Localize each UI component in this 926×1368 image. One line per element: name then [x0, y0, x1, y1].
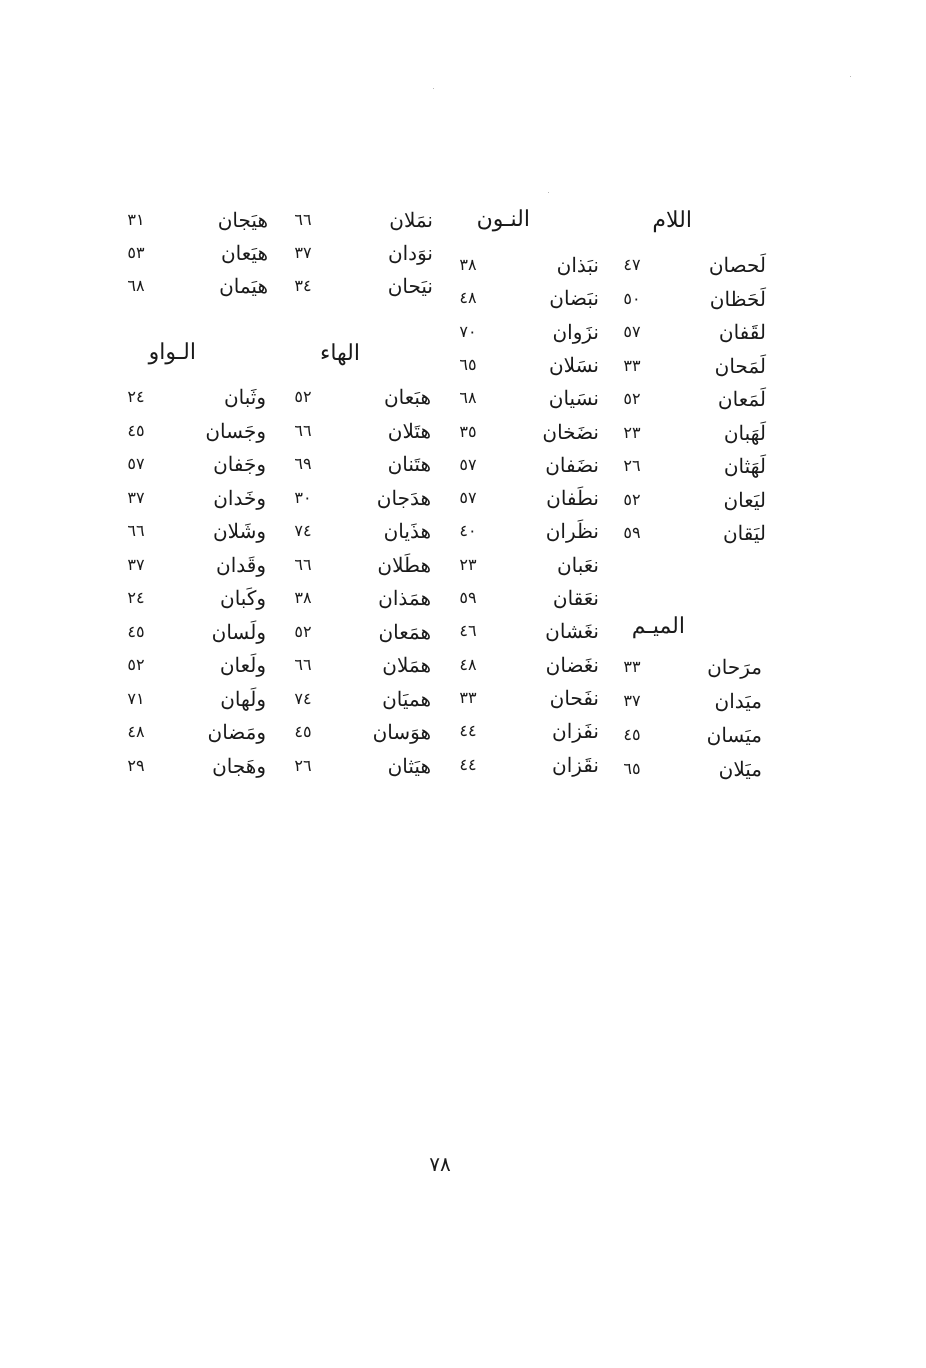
entry-word: لَهَبان: [723, 420, 766, 445]
entry-row: [275, 514, 435, 548]
heading-waw: الـواو: [148, 340, 196, 365]
entry-word: نمَلان: [389, 208, 433, 232]
entry-word: هيَجان: [217, 208, 268, 232]
entry-word: ليَعان: [723, 487, 766, 512]
entry-row: [275, 203, 435, 237]
entry-row: [440, 348, 605, 382]
entry-row: [600, 684, 770, 718]
entry-page-number: ٧١: [127, 688, 145, 708]
entry-row: [275, 414, 435, 448]
entry-page-number: ٢٤: [127, 588, 145, 607]
entry-page-number: ٣٥: [459, 421, 477, 441]
entry-page-number: ٣٤: [294, 276, 312, 295]
entry-page-number: ٥٧: [459, 488, 477, 508]
entry-page-number: ٤٥: [623, 725, 641, 744]
entry-page-number: ٤٨: [459, 288, 477, 308]
entry-word: هبَعان: [383, 385, 431, 409]
entry-row: [108, 548, 270, 582]
entry-page-number: ٣٣: [623, 657, 641, 676]
entry-row: [275, 749, 435, 783]
entry-row: [600, 516, 770, 550]
entry-row: [600, 282, 770, 316]
entry-word: لقَفان: [718, 320, 766, 344]
entry-row: [275, 715, 435, 749]
entry-row: [600, 650, 770, 684]
entry-word: همَلان: [382, 653, 431, 677]
heading-mim: الميـم: [631, 614, 685, 639]
page-number: ٧٨: [429, 1152, 451, 1176]
entry-page-number: ٦٨: [127, 276, 145, 295]
entry-page-number: ٣١: [127, 210, 145, 229]
entry-page-number: ٥٧: [623, 322, 641, 341]
entry-page-number: ٧٠: [459, 321, 477, 341]
entry-page-number: ٥٩: [623, 523, 641, 542]
entry-word: وهَجان: [212, 753, 266, 778]
entry-word: مرَحان: [707, 655, 762, 679]
entry-word: نبَذان: [556, 253, 599, 277]
entry-page-number: ٣٧: [294, 243, 312, 262]
entry-row: [440, 315, 605, 349]
entry-row: [440, 614, 605, 648]
entry-row: [600, 483, 770, 517]
entry-row: [108, 481, 270, 515]
entry-row: [600, 349, 770, 383]
entry-row: [440, 514, 605, 548]
entry-word: ولَعان: [219, 653, 266, 677]
entry-row: [108, 715, 270, 749]
entry-row: [600, 382, 770, 416]
entry-word: نبَضان: [549, 286, 599, 311]
entry-page-number: ٦٥: [623, 759, 641, 778]
entry-page-number: ٢٣: [623, 422, 641, 442]
entry-row: [440, 415, 605, 449]
entry-row: [275, 615, 435, 649]
entry-word: وجَسان: [205, 418, 266, 443]
entry-page-number: ٥٢: [623, 389, 641, 408]
entry-row: [108, 749, 270, 783]
entry-word: وشَلان: [212, 519, 266, 543]
entry-row: [440, 381, 605, 415]
entry-word: هميَان: [382, 686, 431, 711]
entry-page-number: ٥٢: [294, 387, 312, 406]
entry-row: [275, 481, 435, 515]
entry-row: [108, 581, 270, 615]
entry-word: نظَران: [545, 519, 599, 544]
entry-word: وخَدان: [213, 485, 266, 510]
entry-word: هيَعان: [220, 241, 268, 265]
entry-page-number: ٣٣: [459, 687, 477, 707]
entry-page-number: ٦٨: [459, 388, 477, 408]
entry-row: [600, 449, 770, 483]
entry-row: [600, 718, 770, 752]
entry-word: نطَفان: [546, 486, 599, 511]
entry-word: هيَمان: [219, 274, 268, 298]
entry-page-number: ٣٨: [294, 588, 312, 607]
heading-lam: اللام: [652, 208, 692, 233]
heading-ha: الهاء: [319, 341, 360, 366]
entry-word: هتَنان: [387, 452, 431, 476]
entry-word: ومَضان: [207, 720, 266, 744]
entry-row: [108, 615, 270, 649]
entry-row: [440, 748, 605, 782]
entry-word: ليَقان: [722, 521, 766, 545]
entry-word: ميَدان: [714, 689, 762, 713]
entry-page-number: ٣٠: [294, 487, 312, 507]
entry-page-number: ٦٦: [127, 521, 145, 540]
entry-page-number: ٤٥: [127, 621, 145, 641]
entry-row: [275, 581, 435, 615]
entry-word: هطَلان: [377, 552, 431, 577]
entry-word: نعَقان: [552, 586, 599, 610]
entry-row: [440, 448, 605, 482]
entry-page-number: ٤٥: [127, 420, 145, 440]
entry-word: وكَبان: [220, 586, 266, 610]
entry-row: [108, 269, 270, 303]
entry-word: همَذان: [378, 586, 431, 610]
heading-nun: النـون: [476, 207, 530, 232]
entry-word: ميَلان: [718, 757, 762, 781]
entry-page-number: ٢٦: [623, 456, 641, 475]
entry-page-number: ٧٤: [294, 521, 312, 540]
entry-row: [275, 682, 435, 716]
entry-page-number: ٥٧: [127, 454, 145, 473]
entry-word: نغَضان: [545, 652, 599, 677]
entry-page-number: ٢٩: [127, 755, 145, 775]
entry-page-number: ٤٤: [459, 754, 477, 774]
entry-row: [440, 714, 605, 748]
entry-word: ولَسان: [211, 619, 266, 644]
entry-row: [440, 281, 605, 315]
entry-row: [108, 682, 270, 716]
entry-word: نغَشان: [545, 619, 599, 644]
entry-row: [440, 481, 605, 515]
entry-row: [108, 447, 270, 481]
entry-word: لَحصان: [708, 253, 766, 277]
entry-page-number: ٣٧: [127, 554, 145, 574]
entry-word: لَهَثان: [723, 454, 766, 478]
entry-word: نعَبان: [556, 552, 599, 577]
entry-row: [440, 548, 605, 582]
entry-word: نسَلان: [548, 352, 599, 377]
entry-page-number: ٥٩: [459, 588, 477, 607]
entry-row: [275, 648, 435, 682]
entry-word: نيَحان: [387, 274, 433, 298]
scan-speck: [433, 88, 434, 89]
entry-word: لَمَعان: [717, 387, 766, 411]
entry-word: وقَدان: [216, 552, 266, 577]
entry-word: هدَجان: [376, 485, 431, 510]
entry-row: [600, 752, 770, 786]
entry-row: [108, 203, 270, 237]
entry-page-number: ٥٢: [294, 621, 312, 641]
scan-speck: [548, 192, 549, 193]
entry-page-number: ٤٦: [459, 621, 477, 641]
entry-row: [275, 236, 435, 270]
entry-page-number: ٥٣: [127, 243, 145, 262]
entry-row: [600, 315, 770, 349]
entry-row: [275, 269, 435, 303]
entry-word: هيَثان: [387, 753, 431, 778]
entry-word: وثَبان: [223, 385, 266, 409]
entry-page-number: ٤٨: [127, 722, 145, 741]
entry-page-number: ٣٨: [459, 255, 477, 274]
entry-row: [440, 581, 605, 615]
entry-page-number: ٣٧: [127, 487, 145, 507]
entry-page-number: ٢٦: [294, 755, 312, 775]
entry-page-number: ٣٧: [623, 691, 641, 710]
entry-page-number: ٤٨: [459, 654, 477, 674]
entry-page-number: ٤٥: [294, 722, 312, 741]
entry-word: لَحَظان: [709, 286, 766, 311]
entry-row: [108, 514, 270, 548]
entry-page-number: ٤٠: [459, 521, 477, 541]
entry-word: همَعان: [378, 619, 431, 644]
entry-page-number: ٢٣: [459, 554, 477, 574]
entry-word: نوَدان: [387, 241, 433, 265]
entry-page-number: ٧٤: [294, 688, 312, 708]
entry-word: نسَيان: [548, 386, 599, 411]
entry-row: [440, 681, 605, 715]
entry-page-number: ٤٤: [459, 721, 477, 741]
entry-page-number: ٣٣: [623, 355, 641, 375]
entry-word: هذَيان: [383, 519, 431, 543]
entry-row: [440, 648, 605, 682]
entry-page-number: ٦٦: [294, 554, 312, 574]
entry-page-number: ٢٤: [127, 387, 145, 406]
entry-row: [108, 236, 270, 270]
entry-page-number: ٦٦: [294, 420, 312, 440]
entry-page-number: ٤٧: [623, 255, 641, 274]
entry-word: نفَزان: [552, 719, 599, 744]
entry-word: ولَهان: [220, 686, 266, 711]
scan-speck: [850, 76, 851, 77]
entry-row: [600, 248, 770, 282]
entry-page-number: ٦٩: [294, 454, 312, 473]
entry-word: نزَوان: [552, 319, 599, 344]
entry-row: [108, 414, 270, 448]
entry-page-number: ٥٠: [623, 288, 641, 308]
entry-word: نضَخان: [542, 419, 599, 444]
entry-page-number: ٥٧: [459, 454, 477, 474]
entry-page-number: ٦٥: [459, 354, 477, 374]
entry-row: [108, 648, 270, 682]
entry-word: لَمَحان: [714, 353, 766, 378]
entry-page-number: ٥٢: [127, 655, 145, 674]
entry-row: [108, 380, 270, 414]
entry-row: [600, 416, 770, 450]
entry-page-number: ٦٦: [294, 655, 312, 674]
entry-word: هتَلان: [387, 418, 431, 443]
entry-page-number: ٥٢: [623, 489, 641, 509]
entry-row: [275, 447, 435, 481]
entry-row: [275, 548, 435, 582]
entry-word: وجَفان: [213, 452, 266, 476]
entry-word: نقَزان: [552, 752, 599, 777]
entry-word: هوَسان: [372, 720, 431, 744]
entry-page-number: ٦٦: [294, 210, 312, 229]
entry-word: نضَفان: [545, 452, 599, 477]
entry-row: [275, 380, 435, 414]
entry-word: نفَحان: [549, 685, 599, 710]
entry-word: ميَسان: [706, 723, 762, 747]
entry-row: [440, 248, 605, 282]
